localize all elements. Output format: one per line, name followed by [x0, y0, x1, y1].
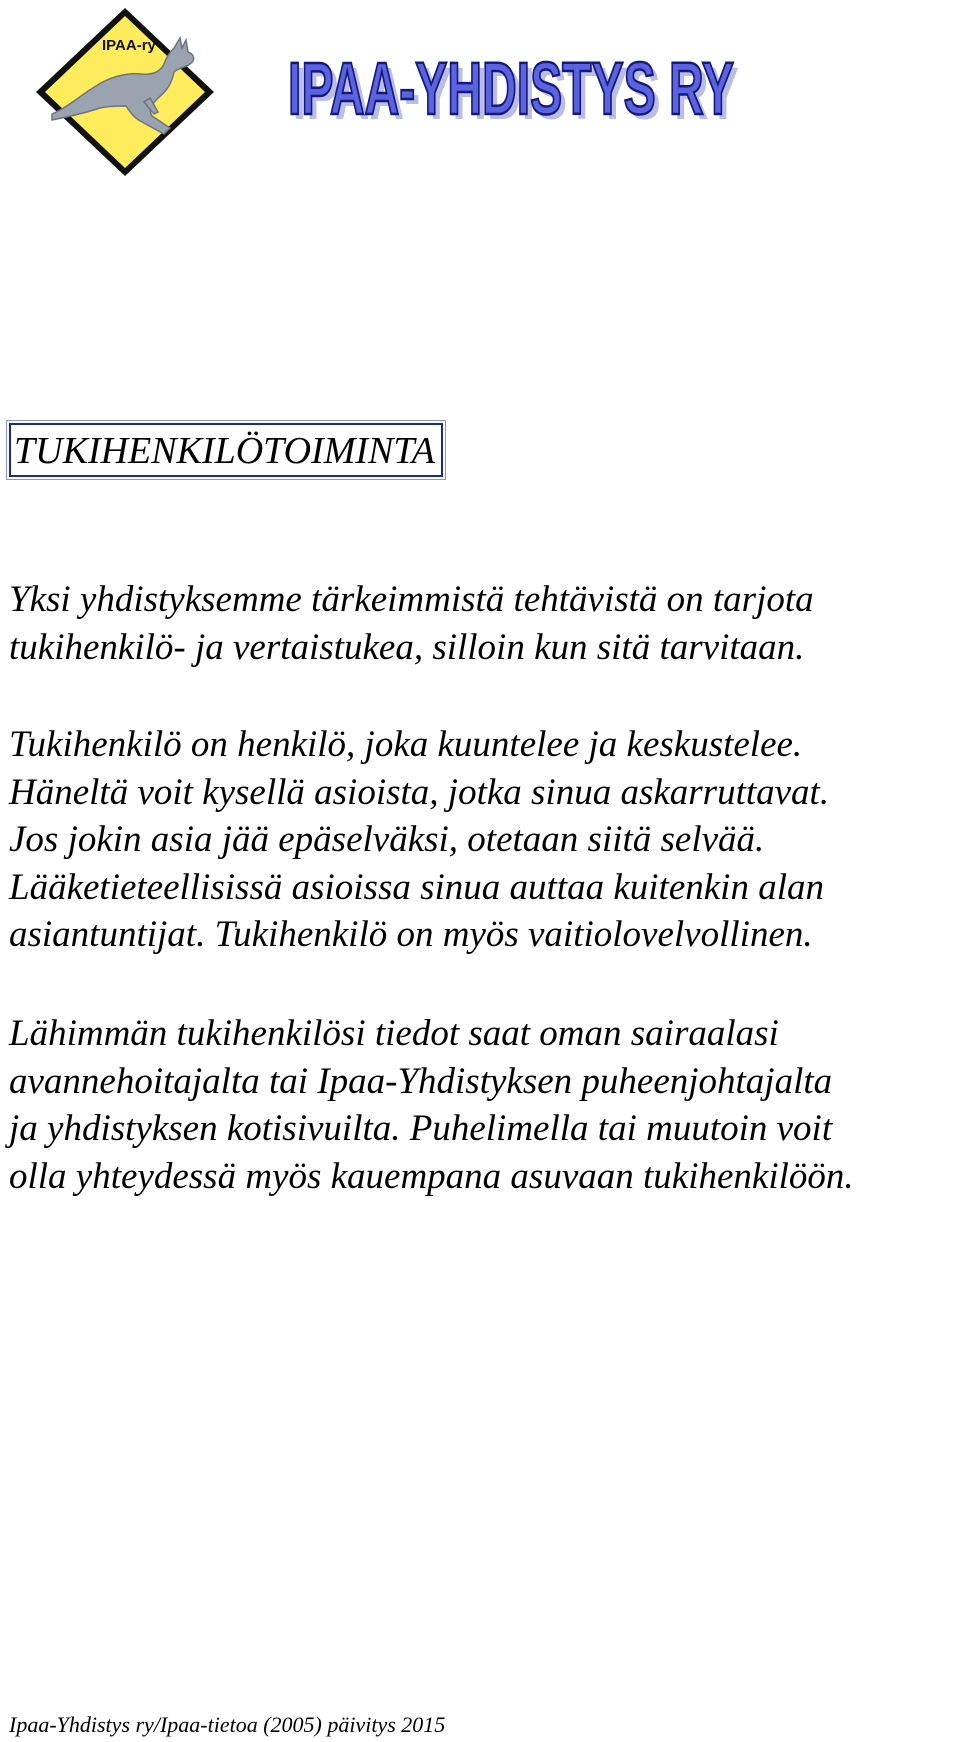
- ipaa-logo: [30, 2, 220, 182]
- paragraph-line: tukihenkilö- ja vertaistukea, silloin kun sitä tarvitaan.: [9, 626, 805, 668]
- brand-title-shadow: IPAA-YHDISTYS RY: [293, 52, 739, 130]
- paragraph-line: ja yhdistyksen kotisivuilta. Puhelimella tai muutoin voit: [9, 1108, 833, 1149]
- page-title: TUKIHENKILÖTOIMINTA: [9, 423, 443, 477]
- kangaroo-sign-icon: [30, 2, 220, 182]
- paragraph-intro: [9, 576, 954, 671]
- paragraph-line: Häneltä voit kysellä asioista, jotka sinua askarruttavat.: [9, 771, 830, 813]
- paragraph-line: Jos jokin asia jää epäselväksi, otetaan siitä selvää.: [9, 819, 765, 860]
- logo-badge-text: IPAA-ry: [102, 37, 156, 54]
- paragraph-line: Lähimmän tukihenkilösi tiedot saat oman sairaalasi: [9, 1013, 779, 1054]
- page-footer: Ipaa-Yhdistys ry/Ipaa-tietoa (2005) päivitys 2015: [9, 1712, 446, 1737]
- paragraph-line: olla yhteydessä myös kauempana asuvaan tukihenkilöön.: [9, 1155, 854, 1197]
- brand-title: [282, 40, 742, 130]
- paragraph-contact: [9, 1010, 954, 1200]
- brand-title-text: IPAA-YHDISTYS RY: [288, 47, 734, 130]
- paragraph-line: asiantuntijat. Tukihenkilö on myös vaitiolovelvollinen.: [9, 914, 813, 955]
- paragraph-line: avannehoitajalta tai Ipaa-Yhdistyksen puheenjohtajalta: [9, 1060, 833, 1102]
- paragraph-line: Tukihenkilö on henkilö, joka kuuntelee ja keskustelee.: [9, 724, 803, 765]
- paragraph-line: Lääketieteellisissä asioissa sinua auttaa kuitenkin alan: [9, 866, 824, 908]
- paragraph-line: Yksi yhdistyksemme tärkeimmistä tehtävistä on tarjota: [9, 579, 814, 620]
- paragraph-support-person: [9, 721, 954, 959]
